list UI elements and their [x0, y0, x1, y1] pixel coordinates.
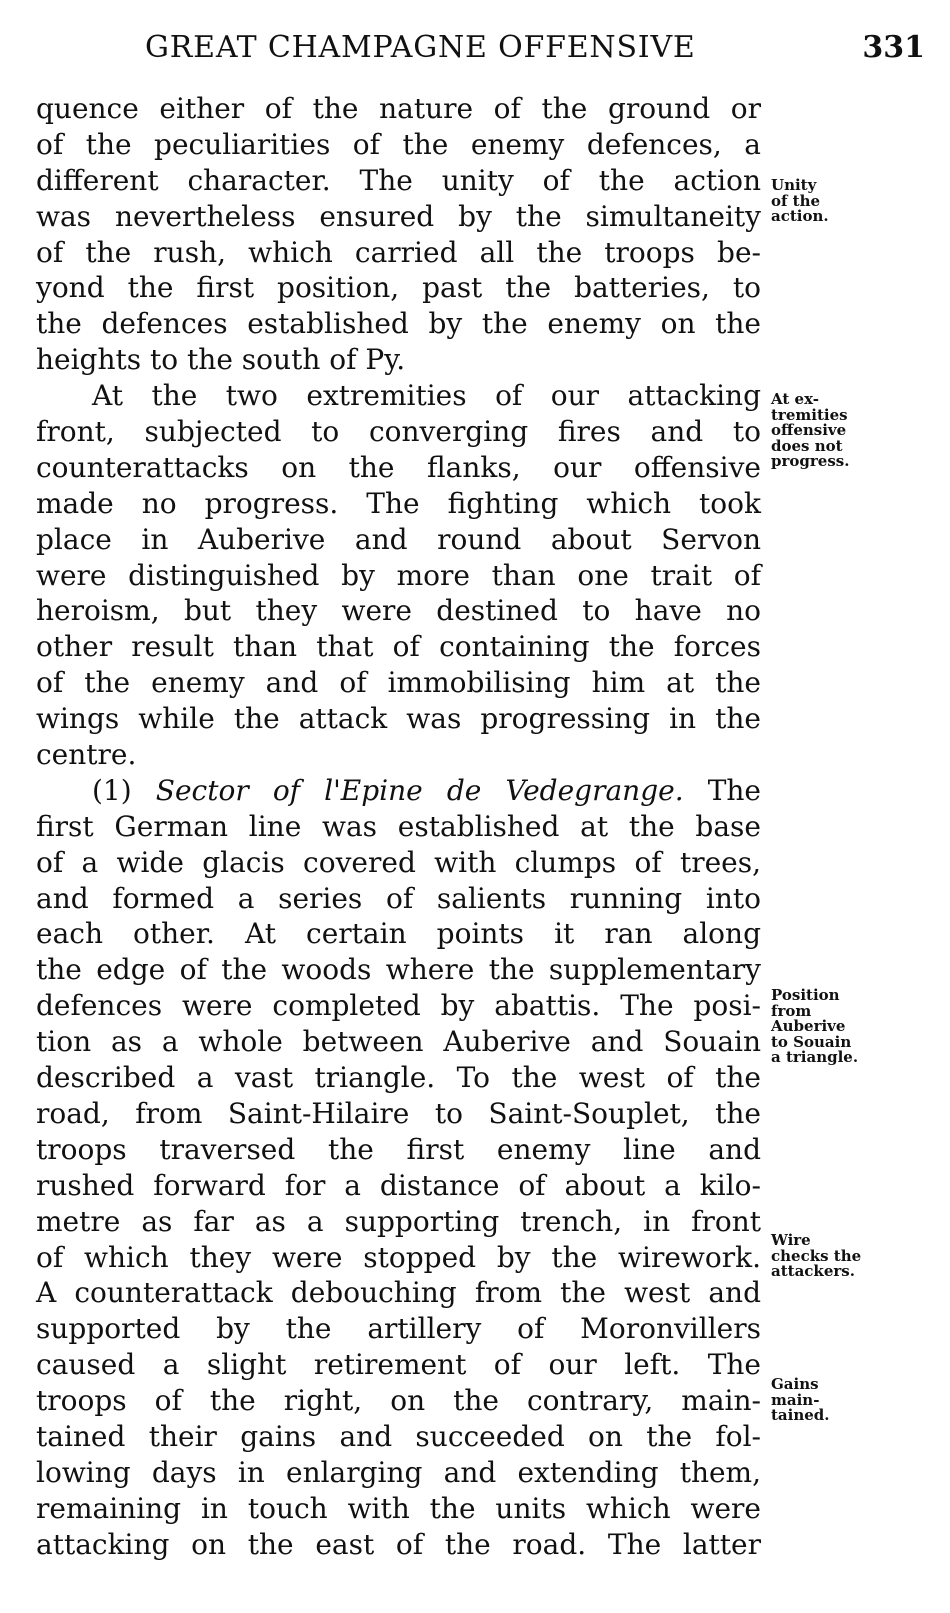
text-line: heights to the south of Py. [36, 343, 406, 377]
text-line: the edge of the woods where the supplementary [36, 953, 761, 987]
margin-note-wire [771, 1233, 861, 1280]
margin-note-line: Wire [771, 1231, 811, 1249]
text-line: and formed a series of salients running into [36, 881, 761, 915]
text-line: centre. [36, 738, 137, 772]
text-line: metre as far as a supporting trench, in front [36, 1204, 761, 1238]
text-line: rushed forward for a distance of about a kilo- [36, 1168, 761, 1202]
margin-note-line: action. [771, 207, 829, 225]
text-line: heroism, but they were destined to have no [36, 594, 761, 628]
text-line: of a wide glacis covered with clumps of trees, [36, 845, 761, 879]
margin-note-line: Gains [771, 1375, 819, 1393]
margin-note-line: to Souain [771, 1032, 852, 1051]
text-line: described a vast triangle. To the west of the [36, 1061, 761, 1095]
margin-note-line: Unity [771, 176, 817, 194]
margin-note-line: tremities [771, 405, 848, 424]
text-line: road, from Saint-Hilaire to Saint-Souplet, the [36, 1096, 761, 1130]
text-line: first German line was established at the base [36, 809, 761, 843]
margin-note-unity [771, 178, 829, 225]
text-line: of the enemy and of immobilising him at the [36, 666, 761, 700]
text-line: of the peculiarities of the enemy defences, a [36, 127, 761, 161]
sector-heading-line [36, 773, 761, 809]
margin-note-gains [771, 1377, 830, 1424]
text-line: troops traversed the first enemy line and [36, 1132, 761, 1166]
margin-note-line: of the [771, 191, 821, 210]
text-line: wings while the attack was progressing in the [36, 702, 761, 736]
text-line: front, subjected to converging fires and to [36, 415, 761, 449]
text-line: of the rush, which carried all the troops be- [36, 235, 761, 269]
margin-note-line: At ex- [771, 390, 819, 408]
text-line: of which they were stopped by the wirework. [36, 1240, 761, 1274]
text-line: were distinguished by more than one trait of [36, 558, 761, 592]
text-line: each other. At certain points it ran along [36, 917, 761, 951]
running-head: GREAT CHAMPAGNE OFFENSIVE [145, 30, 696, 65]
margin-note-line: from [771, 1001, 812, 1020]
text-line: made no progress. The fighting which took [36, 486, 761, 520]
text-line: attacking on the east of the road. The latter [36, 1527, 761, 1561]
text-line: quence either of the nature of the ground or [36, 92, 761, 125]
text-line: different character. The unity of the action [36, 163, 761, 197]
margin-note-line: does not [771, 436, 843, 455]
text-line: was nevertheless ensured by the simultaneity [36, 199, 761, 233]
margin-note-line: checks the [771, 1246, 862, 1265]
text-line: lowing days in enlarging and extending them, [36, 1455, 761, 1489]
margin-note-line: Position [771, 986, 840, 1004]
sector-title: Sector of l'Epine de Vedegrange. [155, 773, 684, 807]
margin-note-line: a triangle. [771, 1048, 859, 1066]
margin-note-line: tained. [771, 1406, 830, 1424]
text-line: tained their gains and succeeded on the fol- [36, 1419, 761, 1453]
margin-note-line: attackers. [771, 1262, 855, 1280]
text-line: A counterattack debouching from the west and [36, 1276, 761, 1310]
text-line: tion as a whole between Auberive and Souain [36, 1025, 761, 1059]
text-line: place in Auberive and round about Servon [36, 522, 761, 556]
text-line: defences were completed by abattis. The posi- [36, 989, 761, 1023]
margin-note-extremities [771, 392, 849, 470]
text-line: yond the first position, past the batteries, to [36, 271, 761, 305]
text-line: supported by the artillery of Moronvillers [36, 1312, 761, 1346]
body-text [36, 91, 761, 1563]
text-line: the defences established by the enemy on the [36, 307, 761, 341]
margin-note-line: main- [771, 1390, 820, 1409]
margin-note-line: progress. [771, 452, 850, 470]
margin-note-line: Auberive [771, 1017, 846, 1035]
page-number: 331 [862, 30, 925, 65]
text-line: counterattacks on the flanks, our offensive [36, 450, 761, 484]
text-line: caused a slight retirement of our left. The [36, 1348, 761, 1382]
page-header [145, 30, 925, 70]
text-line: other result than that of containing the forces [36, 630, 761, 664]
text-line: remaining in touch with the units which were [36, 1491, 761, 1525]
text-line: At the two extremities of our attacking [92, 379, 761, 413]
margin-note-line: offensive [771, 421, 847, 439]
sector-number: (1) [92, 773, 156, 807]
margin-note-position [771, 988, 858, 1066]
text-line: troops of the right, on the contrary, main- [36, 1384, 761, 1418]
sector-continuation: The [683, 773, 762, 807]
